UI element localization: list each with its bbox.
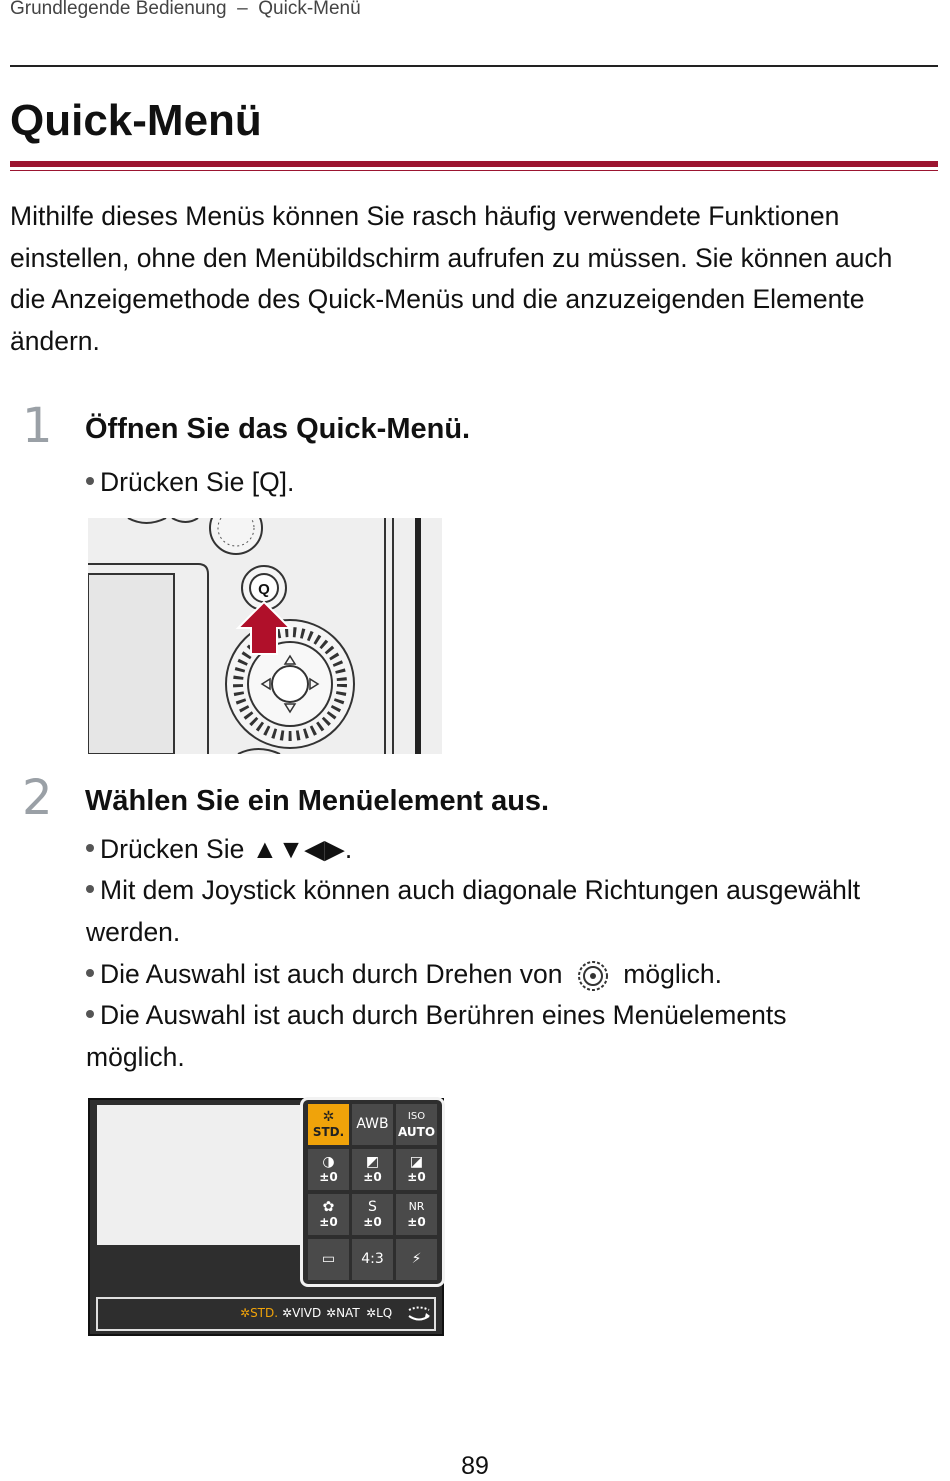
bullet-text: Die Auswahl ist auch durch Drehen von [100, 959, 563, 989]
sharpness-cell[interactable]: S ±0 [352, 1194, 393, 1235]
header-divider [10, 65, 938, 67]
option-std[interactable]: ✲STD. [240, 1306, 279, 1320]
bullet-text-cont: möglich. [623, 959, 722, 989]
option-vivd[interactable]: ✲VIVD [282, 1306, 322, 1320]
bullet-text: Die Auswahl ist auch durch Berühren eines Menüelements möglich. [86, 1000, 787, 1072]
contrast-cell[interactable]: ◑ ±0 [308, 1149, 349, 1190]
bullet-text: Drücken Sie ▲▼◀▶. [100, 834, 353, 864]
step-1-title: Öffnen Sie das Quick-Menü. [85, 413, 471, 445]
bullet-dot [86, 1010, 94, 1018]
step-1-bullet [86, 462, 294, 504]
white-balance-cell[interactable]: AWB [352, 1104, 393, 1145]
step-2-bullet-2 [86, 870, 926, 953]
quick-menu-panel [300, 1097, 445, 1287]
bullet-text: Drücken Sie [Q]. [100, 467, 295, 497]
step-2-bullet-3 [86, 954, 722, 996]
breadcrumb: Grundlegende Bedienung – Quick-Menü [10, 0, 361, 19]
control-dial-icon [576, 960, 610, 992]
shadow-cell[interactable]: ◪ ±0 [396, 1149, 437, 1190]
aspect-ratio-cell[interactable]: 4:3 [352, 1239, 393, 1280]
live-view-area [97, 1105, 300, 1245]
step-2-bullet-1 [86, 829, 352, 871]
page-title: Quick-Menü [10, 96, 262, 145]
step-2-number: 2 [22, 770, 53, 826]
bullet-dot [86, 844, 94, 852]
flash-cell[interactable]: ⚡ [396, 1239, 437, 1280]
bullet-dot [86, 885, 94, 893]
bullet-dot [86, 477, 94, 485]
photo-style-cell[interactable]: ✲ STD. [308, 1104, 349, 1145]
dial-scroll-icon [406, 1304, 432, 1324]
option-lq[interactable]: ✲LQ [366, 1306, 393, 1320]
saturation-cell[interactable]: ✿ ±0 [308, 1194, 349, 1235]
step-2-bullet-4 [86, 995, 886, 1078]
noise-reduction-cell[interactable]: NR ±0 [396, 1194, 437, 1235]
page-number: 89 [461, 1452, 489, 1480]
quick-menu-screen [88, 1098, 444, 1336]
picture-size-cell[interactable]: ▭ [308, 1239, 349, 1280]
highlight-cell[interactable]: ◩ ±0 [352, 1149, 393, 1190]
intro-paragraph: Mithilfe dieses Menüs können Sie rasch häufig verwendete Funktionen einstellen, ohne den Menübildschirm aufrufen zu müssen. Sie können auch die Anzeigemethode des Quick-Menüs und die anzuzeigenden Elemente ändern. [10, 201, 893, 356]
step-1-number: 1 [22, 398, 53, 454]
bullet-dot [86, 969, 94, 977]
q-button-label: Q [258, 581, 270, 598]
iso-cell[interactable]: ISO AUTO [396, 1104, 437, 1145]
step-2-title: Wählen Sie ein Menüelement aus. [85, 785, 550, 817]
title-rule [10, 161, 938, 167]
option-bar [96, 1297, 436, 1331]
bullet-text: Mit dem Joystick können auch diagonale Richtungen ausgewählt werden. [86, 875, 861, 947]
option-nat[interactable]: ✲NAT [326, 1306, 360, 1320]
camera-back-illustration [88, 518, 442, 754]
title-rule-thin [10, 170, 938, 171]
